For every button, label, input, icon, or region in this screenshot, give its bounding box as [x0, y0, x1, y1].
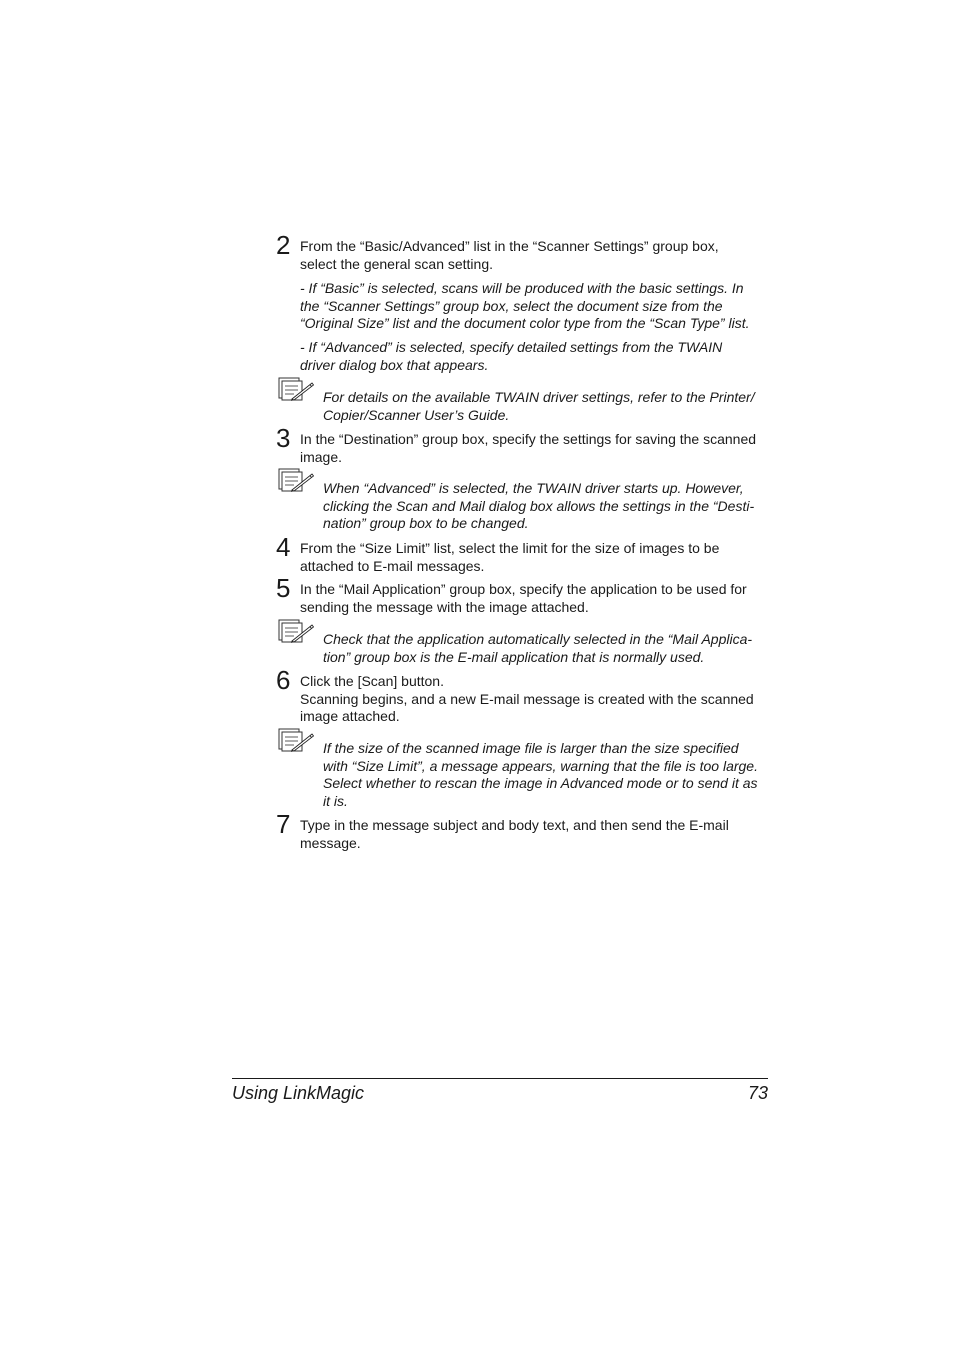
step-5 [276, 573, 776, 616]
step-text-line: message. [300, 834, 361, 851]
option-text-line: - If “Basic” is selected, scans will be produced with the basic settings. In [300, 280, 744, 296]
step-text-line: sending the message with the image attached. [300, 598, 589, 615]
footer-title: Using LinkMagic [232, 1083, 365, 1103]
step-number: 2 [276, 230, 291, 260]
note-text-line: When “Advanced” is selected, the TWAIN driver starts up. However, [323, 480, 744, 496]
step-text-line: image attached. [300, 708, 400, 725]
step-text-line: Type in the message subject and body text, and then send the E-mail [300, 817, 729, 833]
note-text-line: clicking the Scan and Mail dialog box allows the settings in the “Desti- [323, 497, 755, 514]
step-text-line: image. [300, 448, 343, 465]
step-2 [276, 230, 776, 273]
note-pencil-icon [278, 468, 314, 492]
step-text-line: select the general scan setting. [300, 255, 494, 272]
step-number: 7 [276, 809, 291, 839]
step-text-line: Scanning begins, and a new E-mail message is created with the scanned [300, 690, 754, 707]
step-number: 3 [276, 423, 291, 453]
note-text-line: with “Size Limit”, a message appears, warning that the file is too large. [323, 757, 758, 774]
step-7 [276, 809, 776, 852]
step-3 [276, 423, 776, 466]
option-basic [300, 280, 770, 333]
page-number: 73 [747, 1083, 768, 1103]
note-pencil-icon [278, 619, 314, 643]
note-2 [278, 480, 772, 533]
option-text-line: driver dialog box that appears. [300, 356, 489, 373]
note-3 [278, 631, 772, 666]
step-text-line: In the “Destination” group box, specify the settings for saving the scanned [300, 431, 757, 447]
option-text-line: - If “Advanced” is selected, specify detailed settings from the TWAIN [300, 339, 723, 355]
note-1 [278, 389, 772, 424]
step-text-line: attached to E-mail messages. [300, 557, 485, 574]
footer-rule [232, 1078, 768, 1079]
step-number: 6 [276, 665, 291, 695]
note-text-line: nation” group box to be changed. [323, 515, 529, 532]
option-text-line: the “Scanner Settings” group box, select the document size from the [300, 297, 723, 314]
note-pencil-icon [278, 728, 314, 752]
note-text-line: Copier/Scanner User’s Guide. [323, 406, 510, 423]
step-number: 5 [276, 573, 291, 603]
note-4 [278, 740, 772, 810]
option-text-line: “Original Size” list and the document color type from the “Scan Type” list. [300, 315, 750, 332]
step-6 [276, 665, 776, 726]
option-advanced [300, 339, 770, 374]
step-4 [276, 532, 776, 575]
step-text-line: Click the [Scan] button. [300, 673, 444, 689]
step-number: 4 [276, 532, 291, 562]
note-pencil-icon [278, 377, 314, 401]
note-text-line: Select whether to rescan the image in Advanced mode or to send it as [323, 775, 758, 792]
note-text-line: For details on the available TWAIN driver settings, refer to the Printer/ [323, 389, 755, 405]
note-text-line: If the size of the scanned image file is larger than the size specified [323, 740, 739, 756]
step-text-line: In the “Mail Application” group box, specify the application to be used for [300, 581, 747, 597]
note-text-line: Check that the application automatically selected in the “Mail Applica- [323, 631, 753, 647]
note-text-line: tion” group box is the E-mail application that is normally used. [323, 648, 705, 665]
step-text-line: From the “Basic/Advanced” list in the “Scanner Settings” group box, [300, 238, 719, 254]
step-text-line: From the “Size Limit” list, select the limit for the size of images to be [300, 540, 720, 556]
note-text-line: it is. [323, 792, 348, 809]
